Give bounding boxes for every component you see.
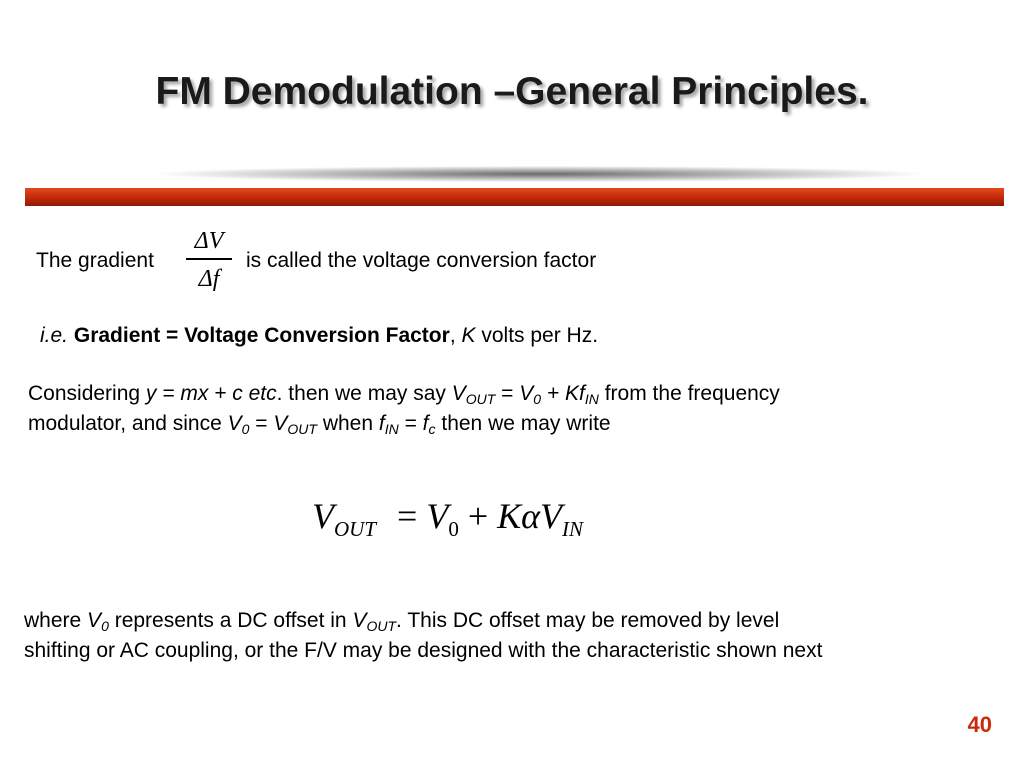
formula-in-subscript: IN (562, 517, 584, 541)
formula-0-subscript: 0 (448, 517, 459, 541)
f-in-symbol: f (378, 412, 385, 435)
f-c-subscript: c (428, 421, 436, 437)
fraction-bar (186, 258, 232, 260)
page-number: 40 (967, 712, 992, 737)
then-we-may-say-text: . then we may say (276, 382, 446, 405)
paragraph-where-line1 (24, 606, 779, 636)
conversion-factor-bold: Gradient = Voltage Conversion Factor (73, 324, 450, 347)
v0-symbol: V (227, 412, 242, 435)
v0-symbol: V (519, 382, 534, 405)
where-text: where (24, 609, 82, 632)
formula-v0: V (426, 496, 449, 536)
formula-vout: V (312, 496, 334, 536)
vout-symbol: V (352, 609, 367, 632)
vout-subscript: OUT (465, 391, 496, 407)
vout-formula (312, 495, 584, 541)
v0-symbol: V (87, 609, 102, 632)
gradient-prefix: The gradient (36, 249, 154, 272)
paragraph-where-line2: shifting or AC coupling, or the F/V may be designed with the characteristic shown next (24, 639, 823, 662)
when-text: when (322, 412, 374, 435)
represents-offset-text: represents a DC offset in (114, 609, 347, 632)
equals-sign: = (404, 412, 417, 435)
k-symbol: K (461, 324, 476, 347)
considering-text: Considering (28, 382, 141, 405)
ymx-equation: y = mx + c etc (145, 382, 277, 405)
paragraph-considering-line2 (28, 409, 611, 439)
formula-out-subscript: OUT (334, 517, 377, 541)
comma-text: , (449, 324, 456, 347)
vout-subscript: OUT (287, 421, 317, 437)
slide-title: FM Demodulation –General Principles. (155, 70, 869, 113)
vout-symbol: V (273, 412, 288, 435)
fraction-numerator: ΔV (194, 228, 224, 254)
title-divider-shadow (160, 166, 920, 182)
from-frequency-text: from the frequency (604, 382, 780, 405)
formula-equals: = (397, 496, 427, 536)
then-we-may-write-text: then we may write (441, 412, 611, 435)
in-subscript: IN (584, 391, 599, 407)
ie-text: i.e. (40, 324, 69, 347)
equals-sign: = (255, 412, 268, 435)
title-divider-bar (25, 188, 1004, 206)
gradient-suffix: is called the voltage conversion factor (246, 249, 597, 272)
v0-subscript: 0 (101, 618, 109, 634)
v0-subscript: 0 (533, 391, 542, 407)
gradient-fraction (186, 226, 232, 294)
vout-symbol: V (451, 382, 466, 405)
f-in-subscript: IN (384, 421, 399, 437)
formula-plus: + (458, 496, 498, 536)
volts-per-hz-text: volts per Hz. (481, 324, 599, 347)
paragraph-considering-line1 (28, 379, 780, 409)
dc-offset-removed-text: . This DC offset may be removed by level (396, 609, 780, 632)
formula-k-alpha-v: KαV (497, 496, 563, 536)
modulator-since-text: modulator, and since (28, 412, 222, 435)
fraction-denominator: Δf (198, 266, 220, 292)
equals-sign: = (501, 382, 514, 405)
kf-term: + Kf (546, 382, 585, 405)
vout-subscript: OUT (366, 618, 397, 634)
v0-subscript: 0 (241, 421, 250, 437)
conversion-factor-line (40, 321, 598, 351)
f-c-symbol: f (422, 412, 429, 435)
